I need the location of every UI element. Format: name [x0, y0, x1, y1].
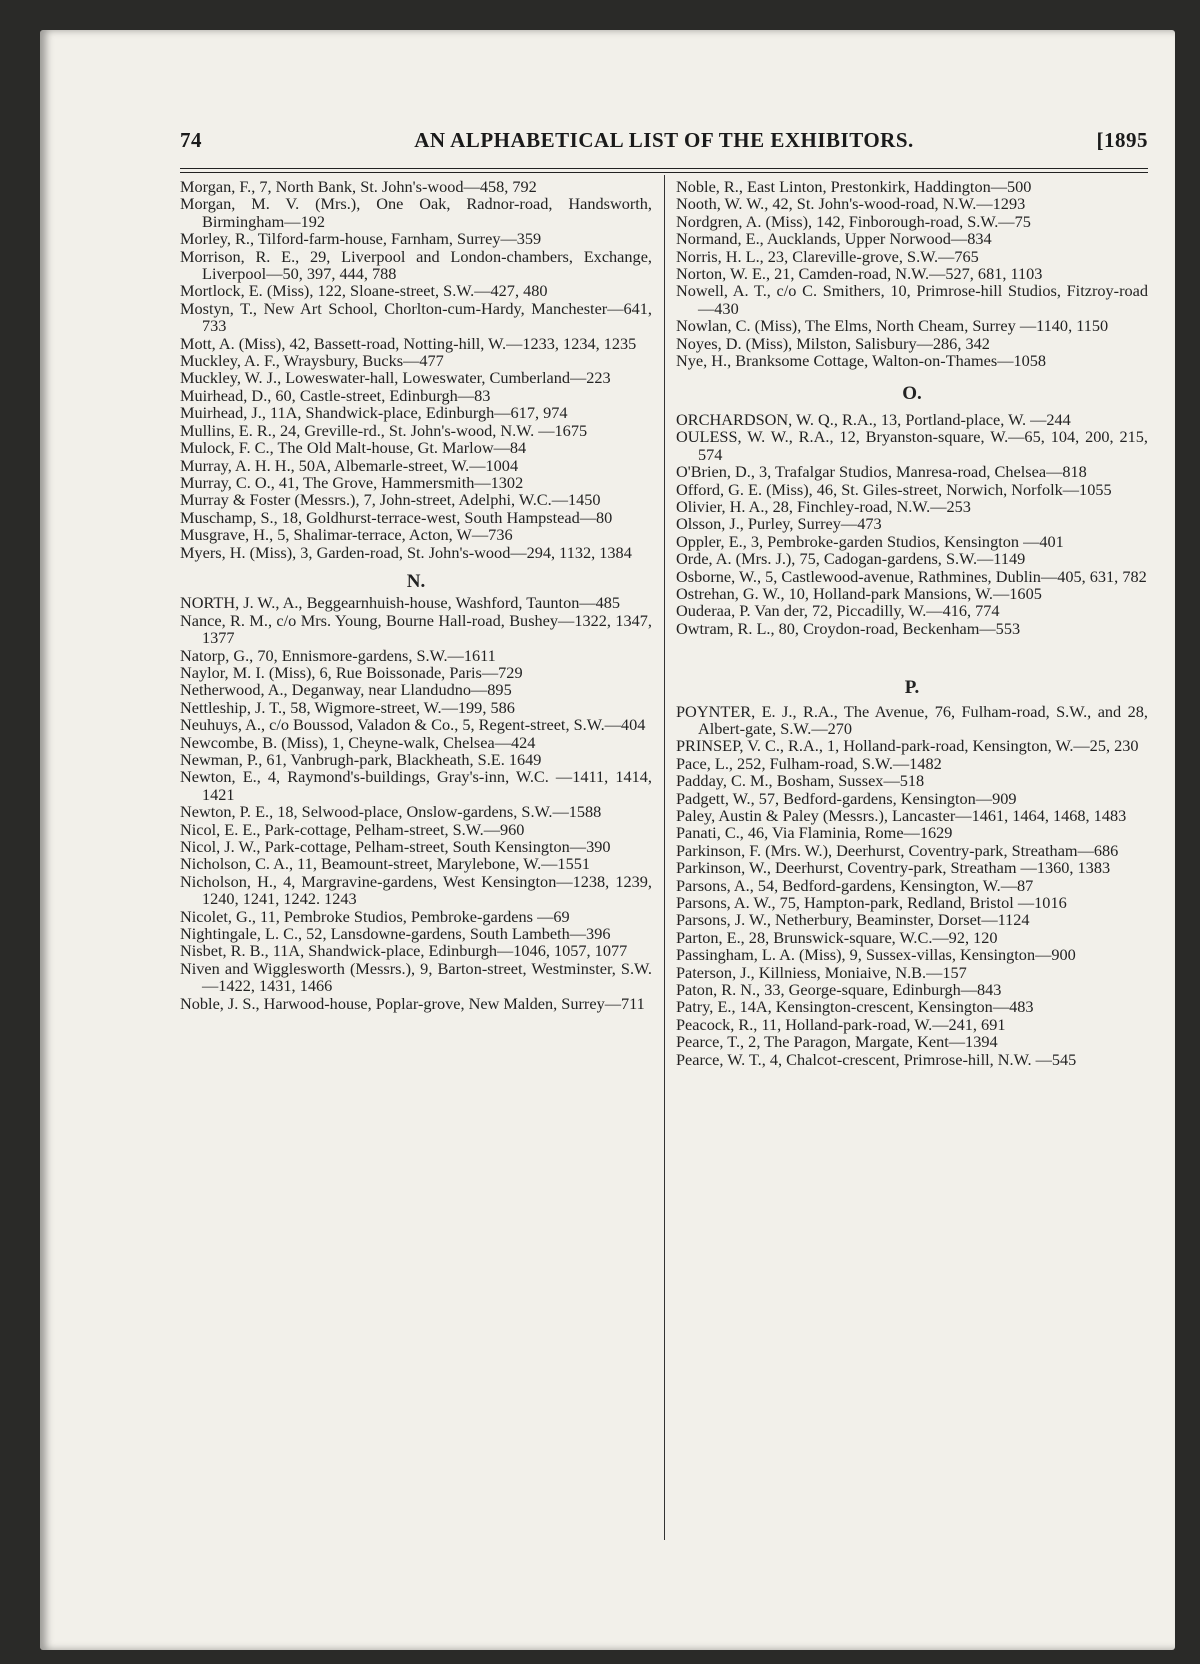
exhibitor-entry: Murray & Foster (Messrs.), 7, John-street, Adelphi, W.C.—1450: [180, 490, 601, 510]
exhibitor-entry: Noble, R., East Linton, Prestonkirk, Haddington—500: [676, 177, 1032, 196]
exhibitor-entry: Pace, L., 252, Fulham-road, S.W.—1482: [676, 753, 942, 773]
exhibitor-entry: Ouderaa, P. Van der, 72, Piccadilly, W.—416, 774: [676, 601, 1000, 621]
exhibitor-entry: Owtram, R. L., 80, Croydon-road, Beckenham—553: [676, 618, 1021, 638]
exhibitor-entry: Musgrave, H., 5, Shalimar-terrace, Acton, W—736: [180, 525, 513, 545]
exhibitor-entry: Morrison, R. E., 29, Liverpool and London-chambers, Exchange, Liverpool—50, 397, 444, 788: [180, 246, 652, 284]
entry-list-p: [676, 703, 1148, 1069]
exhibitor-entry: Mortlock, E. (Miss), 122, Sloane-street, S.W.—427, 480: [180, 281, 548, 301]
exhibitor-entry: POYNTER, E. J., R.A., The Avenue, 76, Fulham-road, S.W., and 28, Albert-gate, S.W.—270: [676, 701, 1148, 738]
exhibitor-entry: Padday, C. M., Bosham, Sussex—518: [676, 771, 925, 791]
section-heading-n: N.: [406, 570, 426, 592]
exhibitor-entry: Offord, G. E. (Miss), 46, St. Giles-street, Norwich, Norfolk—1055: [676, 479, 1112, 499]
page-header: [180, 128, 1148, 158]
exhibitor-entry: Nisbet, R. B., 11A, Shandwick-place, Edinburgh—1046, 1057, 1077: [180, 941, 628, 961]
exhibitor-entry: Osborne, W., 5, Castlewood-avenue, Rathmines, Dublin—405, 631, 782: [676, 566, 1147, 586]
exhibitor-entry: Orde, A. (Mrs. J.), 75, Cadogan-gardens, S.W.—1149: [676, 549, 1026, 569]
exhibitor-entry: Pearce, T., 2, The Paragon, Margate, Kent—1394: [676, 1032, 998, 1052]
exhibitor-entry: Noyes, D. (Miss), Milston, Salisbury—286, 342: [676, 333, 990, 353]
exhibitor-entry: Padgett, W., 57, Bedford-gardens, Kensington—909: [676, 788, 1017, 808]
section-heading-p: P.: [904, 677, 920, 699]
entry-list-n-cont: [676, 178, 1148, 369]
exhibitor-entry: Nowlan, C. (Miss), The Elms, North Cheam, Surrey —1140, 1150: [676, 316, 1109, 336]
exhibitor-entry: Nettleship, J. T., 58, Wigmore-street, W.—199, 586: [180, 697, 515, 717]
exhibitor-entry: Mott, A. (Miss), 42, Bassett-road, Notting-hill, W.—1233, 1234, 1235: [180, 333, 637, 353]
section-heading-o: O.: [902, 383, 922, 405]
exhibitor-entry: Nance, R. M., c/o Mrs. Young, Bourne Hall-road, Bushey—1322, 1347, 1377: [180, 610, 652, 648]
exhibitor-entry: Paterson, J., Killniess, Moniaive, N.B.—157: [676, 962, 967, 982]
exhibitor-entry: Nicol, J. W., Park-cottage, Pelham-street, South Kensington—390: [180, 837, 611, 857]
exhibitor-entry: Ostrehan, G. W., 10, Holland-park Mansions, W.—1605: [676, 583, 1042, 603]
exhibitor-entry: NORTH, J. W., A., Beggearnhuish-house, Washford, Taunton—485: [180, 593, 621, 613]
exhibitor-entry: Olivier, H. A., 28, Finchley-road, N.W.—253: [676, 496, 971, 516]
exhibitor-entry: Parsons, J. W., Netherbury, Beaminster, Dorset—1124: [676, 910, 1030, 930]
exhibitor-entry: Morgan, F., 7, North Bank, St. John's-wood—458, 792: [180, 177, 537, 196]
entry-list-m: [180, 178, 652, 561]
exhibitor-entry: Nowell, A. T., c/o C. Smithers, 10, Primrose-hill Studios, Fitzroy-road—430: [676, 281, 1148, 318]
exhibitor-entry: Nightingale, L. C., 52, Lansdowne-gardens, South Lambeth—396: [180, 924, 611, 944]
exhibitor-entry: Nye, H., Branksome Cottage, Walton-on-Thames—1058: [676, 351, 1047, 371]
exhibitor-entry: Parkinson, W., Deerhurst, Coventry-park, Streatham —1360, 1383: [676, 858, 1111, 878]
exhibitor-entry: Normand, E., Aucklands, Upper Norwood—834: [676, 229, 992, 249]
column-divider: [664, 175, 665, 1540]
exhibitor-entry: Panati, C., 46, Via Flaminia, Rome—1629: [676, 823, 953, 843]
exhibitor-entry: Muschamp, S., 18, Goldhurst-terrace-west, South Hampstead—80: [180, 507, 613, 527]
entry-list-o: [676, 411, 1148, 637]
exhibitor-entry: Parkinson, F. (Mrs. W.), Deerhurst, Coventry-park, Streatham—686: [676, 840, 1119, 860]
exhibitor-entry: Pearce, W. T., 4, Chalcot-crescent, Primrose-hill, N.W. —545: [676, 1049, 1077, 1069]
exhibitor-entry: Naylor, M. I. (Miss), 6, Rue Boissonade, Paris—729: [180, 662, 523, 682]
exhibitor-entry: Muirhead, D., 60, Castle-street, Edinburgh—83: [180, 385, 491, 405]
exhibitor-entry: OULESS, W. W., R.A., 12, Bryanston-square, W.—65, 104, 200, 215, 574: [676, 427, 1148, 464]
exhibitor-entry: Noble, J. S., Harwood-house, Poplar-grove, New Malden, Surrey—711: [180, 993, 645, 1013]
year-marker: [1895: [1096, 128, 1148, 152]
exhibitor-entry: Muirhead, J., 11A, Shandwick-place, Edinburgh—617, 974: [180, 403, 568, 423]
exhibitor-entry: Passingham, L. A. (Miss), 9, Sussex-villas, Kensington—900: [676, 945, 1076, 965]
exhibitor-entry: PRINSEP, V. C., R.A., 1, Holland-park-road, Kensington, W.—25, 230: [676, 736, 1139, 756]
exhibitor-entry: Niven and Wigglesworth (Messrs.), 9, Barton-street, Westminster, S.W.—1422, 1431, 1466: [180, 958, 652, 996]
exhibitor-entry: Parsons, A. W., 75, Hampton-park, Redland, Bristol —1016: [676, 893, 1067, 913]
exhibitor-entry: Muckley, W. J., Loweswater-hall, Loweswater, Cumberland—223: [180, 368, 611, 388]
exhibitor-entry: Oppler, E., 3, Pembroke-garden Studios, Kensington —401: [676, 531, 1064, 551]
exhibitor-entry: Murray, C. O., 41, The Grove, Hammersmith—1302: [180, 472, 524, 492]
exhibitor-entry: Newcombe, B. (Miss), 1, Cheyne-walk, Chelsea—424: [180, 732, 536, 752]
exhibitor-entry: Natorp, G., 70, Ennismore-gardens, S.W.—1611: [180, 645, 496, 665]
exhibitor-entry: Parton, E., 28, Brunswick-square, W.C.—92, 120: [676, 927, 998, 947]
entry-list-n: [180, 594, 652, 1012]
exhibitor-entry: Mostyn, T., New Art School, Chorlton-cum-Hardy, Manchester—641, 733: [180, 298, 652, 336]
exhibitor-entry: Nooth, W. W., 42, St. John's-wood-road, N.W.—1293: [676, 194, 1026, 214]
exhibitor-entry: Paton, R. N., 33, George-square, Edinburgh—843: [676, 980, 1002, 1000]
exhibitor-entry: Olsson, J., Purley, Surrey—473: [676, 514, 882, 534]
exhibitor-entry: Paley, Austin & Paley (Messrs.), Lancaster—1461, 1464, 1468, 1483: [676, 806, 1127, 825]
exhibitor-entry: Peacock, R., 11, Holland-park-road, W.—241, 691: [676, 1014, 1006, 1034]
exhibitor-entry: Neuhuys, A., c/o Boussod, Valadon & Co., 5, Regent-street, S.W.—404: [180, 715, 646, 735]
exhibitor-entry: Mulock, F. C., The Old Malt-house, Gt. Marlow—84: [180, 438, 527, 458]
exhibitor-entry: Nicholson, H., 4, Margravine-gardens, West Kensington—1238, 1239, 1240, 1241, 1242. 1243: [180, 871, 652, 909]
right-column: [676, 178, 1148, 1068]
exhibitor-entry: Patry, E., 14A, Kensington-crescent, Kensington—483: [676, 997, 1034, 1017]
exhibitor-entry: Nicol, E. E., Park-cottage, Pelham-street, S.W.—960: [180, 819, 525, 839]
exhibitor-entry: Morgan, M. V. (Mrs.), One Oak, Radnor-road, Handsworth, Birmingham—192: [180, 194, 652, 231]
exhibitor-entry: O'Brien, D., 3, Trafalgar Studios, Manresa-road, Chelsea—818: [676, 462, 1087, 482]
exhibitor-entry: Nicholson, C. A., 11, Beamount-street, Marylebone, W.—1551: [180, 854, 590, 874]
header-rule: [180, 168, 1148, 169]
exhibitor-entry: Netherwood, A., Deganway, near Llandudno—895: [180, 680, 512, 700]
exhibitor-entry: Newton, E., 4, Raymond's-buildings, Gray's-inn, W.C. —1411, 1414, 1421: [180, 767, 652, 804]
exhibitor-entry: Murray, A. H. H., 50A, Albemarle-street, W.—1004: [180, 455, 519, 475]
header-rule-thin: [180, 172, 1148, 173]
exhibitor-entry: Morley, R., Tilford-farm-house, Farnham, Surrey—359: [180, 229, 542, 249]
exhibitor-entry: Parsons, A., 54, Bedford-gardens, Kensington, W.—87: [676, 875, 1034, 895]
exhibitor-entry: Norton, W. E., 21, Camden-road, N.W.—527, 681, 1103: [676, 264, 1043, 284]
page-number: 74: [180, 128, 202, 152]
exhibitor-entry: ORCHARDSON, W. Q., R.A., 13, Portland-place, W. —244: [676, 409, 1071, 429]
exhibitor-entry: Nordgren, A. (Miss), 142, Finborough-road, S.W.—75: [676, 211, 1031, 231]
exhibitor-entry: Myers, H. (Miss), 3, Garden-road, St. John's-wood—294, 1132, 1384: [180, 542, 632, 562]
exhibitor-entry: Nicolet, G., 11, Pembroke Studios, Pembroke-gardens —69: [180, 906, 570, 926]
running-title: AN ALPHABETICAL LIST OF THE EXHIBITORS.: [414, 128, 914, 152]
left-column: [180, 178, 652, 1012]
exhibitor-entry: Newman, P., 61, Vanbrugh-park, Blackheath, S.E. 1649: [180, 750, 542, 769]
exhibitor-entry: Norris, H. L., 23, Clareville-grove, S.W.—765: [676, 246, 979, 266]
exhibitor-entry: Muckley, A. F., Wraysbury, Bucks—477: [180, 351, 444, 371]
exhibitor-entry: Newton, P. E., 18, Selwood-place, Onslow-gardens, S.W.—1588: [180, 802, 602, 822]
exhibitor-entry: Mullins, E. R., 24, Greville-rd., St. John's-wood, N.W. —1675: [180, 420, 588, 440]
